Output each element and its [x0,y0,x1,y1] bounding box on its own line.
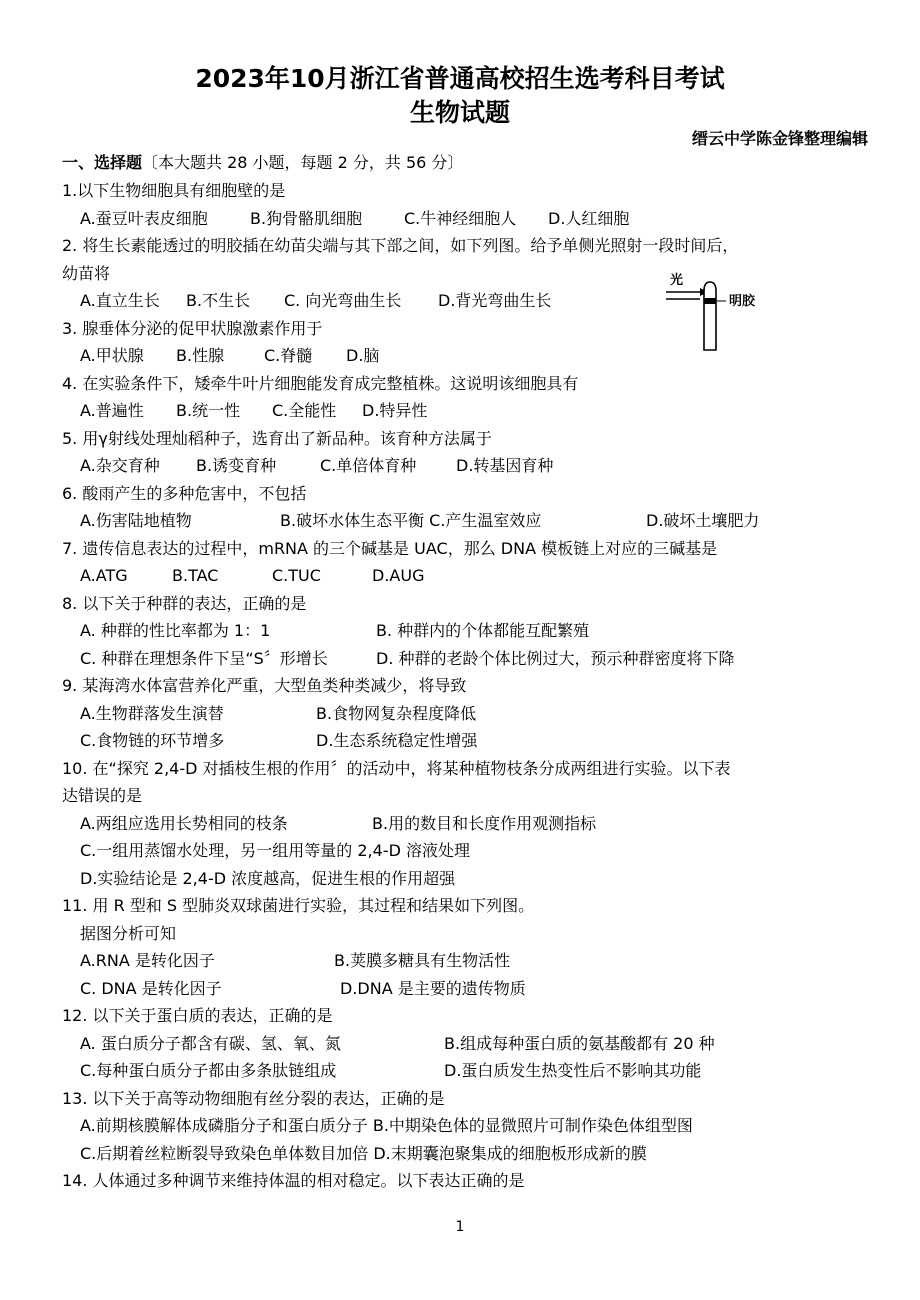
q10-stem-line2: 达错误的是 [62,786,143,805]
q4-stem: 4. 在实验条件下，矮牵牛叶片细胞能发育成完整植株。这说明该细胞具有 [62,374,579,393]
q10-option-c: C.一组用蒸馏水处理，另一组用等量的 2,4-D 溶液处理 [80,841,470,860]
q11-option-b: B.荚膜多糖具有生物活性 [334,951,511,970]
q4-option-c: C.全能性 [272,401,337,420]
q5-stem: 5. 用γ射线处理灿稻种子，选育出了新品种。该育种方法属于 [62,429,492,448]
q8-option-c: C. 种群在理想条件下呈“S〞形增长 [80,649,328,668]
q8-option-a: A. 种群的性比率都为 1：1 [80,621,271,640]
q1-option-d: D.人红细胞 [548,209,630,228]
q1-option-a: A.蚕豆叶表皮细胞 [80,209,208,228]
q3-option-a: A.甲状腺 [80,346,144,365]
q3-option-c: C.脊髓 [264,346,313,365]
q12-option-c: C.每种蛋白质分子都由多条肽链组成 [80,1061,337,1080]
q8-stem: 8. 以下关于种群的表达，正确的是 [62,594,307,613]
q5-option-a: A.杂交育种 [80,456,160,475]
exam-subject: 生物试题 [409,98,510,127]
q10-option-d: D.实验结论是 2,4-D 浓度越高，促进生根的作用超强 [80,869,456,888]
section-heading [62,153,463,173]
exam-title: 2023年10月浙江省普通高校招生选考科目考试 [195,64,725,93]
q12-option-d: D.蛋白质发生热变性后不影响其功能 [444,1061,702,1080]
q12-option-b: B.组成每种蛋白质的氨基酸都有 20 种 [444,1034,715,1053]
q2-option-b: B.不生长 [186,291,251,310]
q11-stem-line1: 11. 用 R 型和 S 型肺炎双球菌进行实验，其过程和结果如下列图。 [62,896,535,915]
q9-stem: 9. 某海湾水体富营养化严重，大型鱼类种类减少，将导致 [62,676,467,695]
q11-option-a: A.RNA 是转化因子 [80,951,215,970]
q6-option-a: A.伤害陆地植物 [80,511,192,530]
light-label: 光 [670,273,684,288]
q6-option-d: D.破坏土壤肥力 [646,511,760,530]
section-note: 〔本大题共 28 小题，每题 2 分，共 56 分〕 [142,153,464,172]
q14-stem: 14. 人体通过多种调节来维持体温的相对稳定。以下表达正确的是 [62,1171,525,1190]
q13-option-ab: A.前期核膜解体成磷脂分子和蛋白质分子 B.中期染色体的显微照片可制作染色体组型图 [80,1116,693,1135]
q11-stem-line2: 据图分析可知 [80,924,177,943]
q1-stem: 1.以下生物细胞具有细胞壁的是 [62,181,286,200]
q8-option-d: D. 种群的老龄个体比例过大，预示种群密度将下降 [376,649,735,668]
q5-option-d: D.转基因育种 [456,456,554,475]
q13-stem: 13. 以下关于高等动物细胞有丝分裂的表达，正确的是 [62,1089,445,1108]
q5-option-c: C.单倍体育种 [320,456,417,475]
q2-option-a: A.直立生长 [80,291,160,310]
q7-option-a: A.ATG [80,566,128,585]
q6-option-bc: B.破坏水体生态平衡 C.产生温室效应 [280,511,542,530]
q2-stem-line2: 幼苗将 [62,264,111,283]
q11-option-d: D.DNA 是主要的遗传物质 [340,979,526,998]
q9-option-a: A.生物群落发生演替 [80,704,224,723]
q10-option-b: B.用的数目和长度作用观测指标 [372,814,597,833]
q2-stem-line1: 2. 将生长素能透过的明胶插在幼苗尖端与其下部之间，如下列图。给予单侧光照射一段时间后， [62,236,739,255]
q12-stem: 12. 以下关于蛋白质的表达，正确的是 [62,1006,333,1025]
q7-option-b: B.TAC [172,566,219,585]
editor-credit: 缙云中学陈金锋整理编辑 [691,129,868,148]
q9-option-b: B.食物网复杂程度降低 [316,704,477,723]
q9-option-c: C.食物链的环节增多 [80,731,225,750]
q3-stem: 3. 腺垂体分泌的促甲状腺激素作用于 [62,319,323,338]
q5-option-b: B.诱变育种 [196,456,277,475]
q2-option-c: C. 向光弯曲生长 [284,291,402,310]
gelatin-label: 明胶 [729,294,756,309]
q10-stem-line1: 10. 在“探究 2,4-D 对插枝生根的作用〞的活动中，将某种植物枝条分成两组进行实验。以下表 [62,759,731,778]
q6-stem: 6. 酸雨产生的多种危害中，不包括 [62,484,307,503]
gelatin-block [704,298,716,304]
q12-option-a: A. 蛋白质分子都含有碳、氢、氧、氮 [80,1034,341,1053]
q7-stem: 7. 遗传信息表达的过程中，mRNA 的三个碱基是 UAC，那么 DNA 模板链上对应的三碱基是 [62,539,718,558]
q3-option-d: D.脑 [346,346,380,365]
q11-option-c: C. DNA 是转化因子 [80,979,222,998]
q13-option-cd: C.后期着丝粒断裂导致染色单体数目加倍 D.末期囊泡聚集成的细胞板形成新的膜 [80,1144,647,1163]
q1-option-b: B.狗骨骼肌细胞 [250,209,363,228]
q4-option-b: B.统一性 [176,401,241,420]
q7-option-d: D.AUG [372,566,425,585]
section-label: 一、选择题 [62,153,143,172]
q2-option-d: D.背光弯曲生长 [438,291,552,310]
q8-option-b: B. 种群内的个体都能互配繁殖 [376,621,590,640]
q10-option-a: A.两组应选用长势相同的枝条 [80,814,288,833]
q7-option-c: C.TUC [272,566,321,585]
page-number: 1 [455,1219,465,1235]
q4-option-a: A.普遍性 [80,401,144,420]
q3-option-b: B.性腺 [176,346,225,365]
q4-option-d: D.特异性 [362,401,428,420]
seedling-tip [704,282,716,350]
q1-option-c: C.牛神经细胞人 [404,209,517,228]
q9-option-d: D.生态系统稳定性增强 [316,731,478,750]
